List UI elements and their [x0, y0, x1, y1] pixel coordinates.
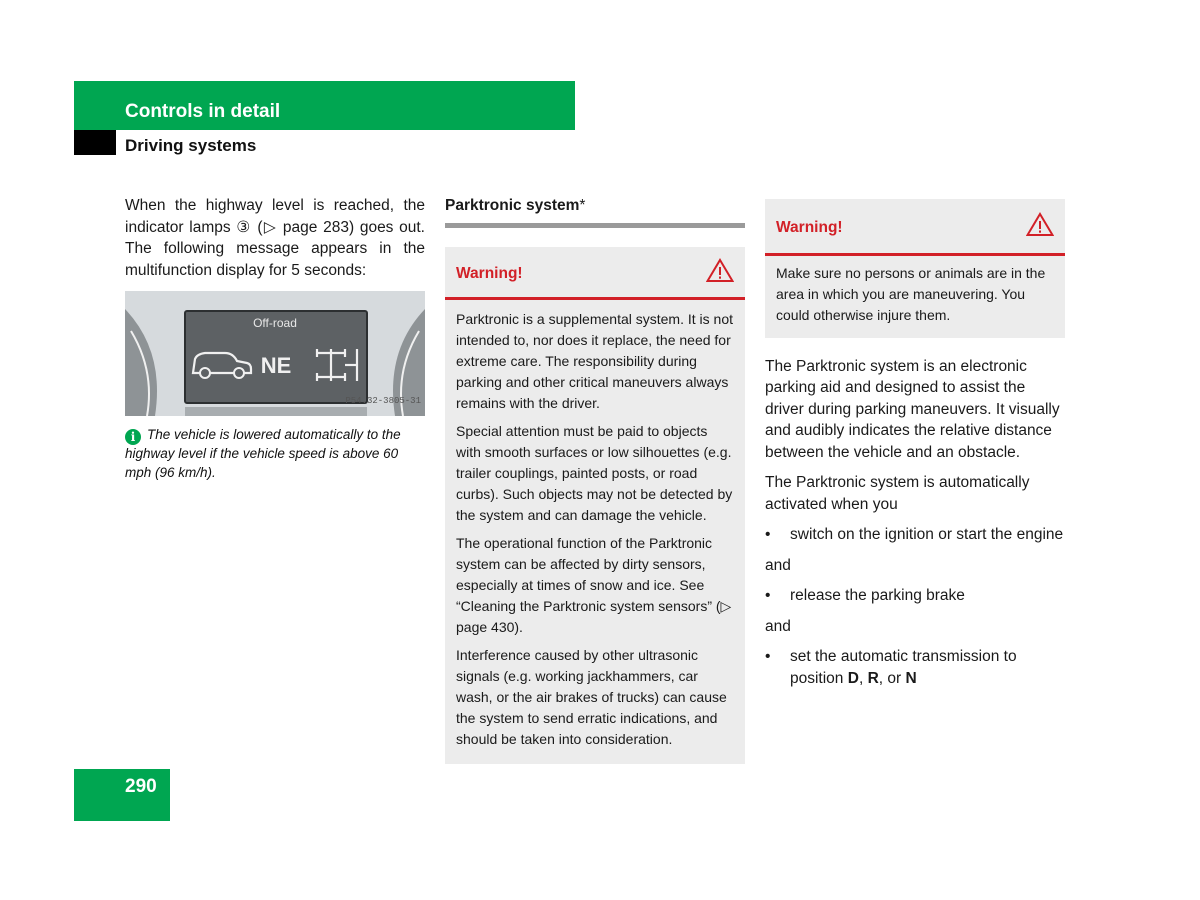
list-item-text: switch on the ignition or start the engine: [790, 526, 1064, 543]
header-bar: [74, 81, 575, 130]
warning-paragraph: The operational function of the Parktronic system can be affected by dirty sensors, especially at times of snow and ice. See “Cleaning the Parktronic system sensors” (▷ page 430).: [456, 535, 732, 635]
warning-body: [445, 300, 745, 764]
conjunction-and: and: [765, 617, 791, 635]
column-left: [125, 195, 425, 482]
separator: , or: [878, 669, 906, 687]
list-item-text-prefix: set the automatic transmission to position: [790, 648, 1017, 687]
section-tab-marker: [74, 130, 116, 155]
bullet-icon: •: [765, 526, 771, 543]
info-icon: i: [125, 429, 141, 445]
column-middle: [445, 195, 745, 764]
highway-level-paragraph: When the highway level is reached, the indicator lamps ③ (▷ page 283) goes out. The following message appears in the multifunction display for 5 seconds:: [125, 197, 425, 279]
info-note-text: The vehicle is lowered automatically to the highway level if the vehicle speed is above 60 mph (96 km/h).: [125, 427, 401, 480]
page-number-box: [74, 769, 170, 821]
page-number: 290: [125, 776, 157, 797]
parktronic-description: The Parktronic system is an electronic parking aid and designed to assist the driver during parking maneuvers. It visually and audibly indicates the relative distance between the vehicle and an obstacle.: [765, 357, 1060, 461]
heading-rule: [445, 223, 745, 228]
warning-paragraph: Special attention must be paid to objects with smooth surfaces or low silhouettes (e.g. trailer couplings, painted posts, or road curbs). Such objects may not be detected by the system and can damage the vehicle.: [456, 423, 733, 523]
multifunction-display-image: [125, 291, 425, 416]
info-note: [125, 426, 425, 482]
warning-triangle-icon: [706, 258, 734, 290]
subsection-title: Driving systems: [125, 136, 257, 155]
list-item-text: [790, 646, 1065, 689]
conjunction-and: and: [765, 556, 791, 574]
warning-title: Warning!: [456, 264, 523, 282]
bullet-icon: •: [765, 587, 771, 604]
warning-title: Warning!: [776, 219, 843, 236]
warning-box-persons: [765, 199, 1065, 338]
list-item: [765, 646, 1065, 689]
list-item: [765, 524, 1065, 546]
optional-equipment-star: *: [579, 197, 586, 214]
display-symbol: NE: [260, 353, 292, 378]
separator: ,: [858, 669, 868, 687]
warning-body: [765, 256, 1065, 338]
warning-box-parktronic: [445, 247, 745, 765]
image-reference-code: P54.32-3805-31: [345, 395, 421, 406]
gear-d: D: [847, 669, 859, 687]
warning-triangle-icon: [1026, 212, 1054, 244]
warning-paragraph: Parktronic is a supplemental system. It is not intended to, nor does it replace, the need for extreme care. The responsibility during parking and other critical maneuvers always remains with the driver.: [456, 311, 733, 411]
warning-paragraph: Interference caused by other ultrasonic signals (e.g. working jackhammers, car wash, or the air brakes of trucks) can cause the system to send erratic indications, and should be taken into consideration.: [456, 647, 727, 747]
activation-intro: The Parktronic system is automatically activated when you: [765, 474, 1030, 513]
warning-header: [445, 247, 745, 301]
column-right: [765, 199, 1065, 698]
parktronic-heading: [445, 195, 745, 223]
section-title: Controls in detail: [125, 101, 281, 122]
gear-n: N: [905, 669, 917, 687]
display-label: Off-road: [253, 316, 297, 330]
list-item-text: release the parking brake: [790, 587, 965, 604]
bullet-icon: •: [765, 648, 771, 665]
warning-paragraph: Make sure no persons or animals are in the area in which you are maneuvering. You could otherwise injure them.: [776, 264, 1046, 323]
list-item: [765, 585, 1065, 607]
parktronic-heading-text: Parktronic system: [445, 197, 580, 214]
warning-header: [765, 199, 1065, 256]
gear-r: R: [867, 669, 879, 687]
